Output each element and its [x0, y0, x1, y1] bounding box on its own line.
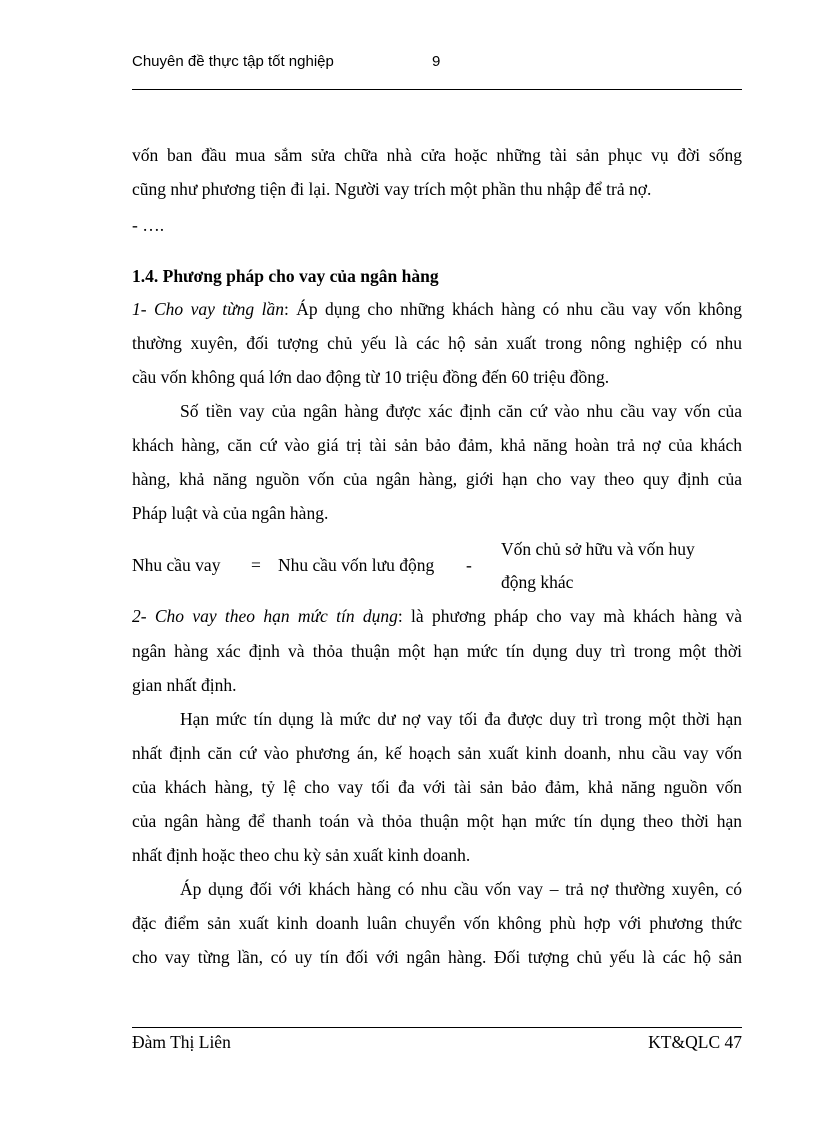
body-line: cho vay từng lần, có uy tín đối với ngân hàng. Đối tượng chủ yếu là các hộ sản: [132, 947, 742, 967]
body-line: đặc điểm sản xuất kinh doanh luân chuyển vốn không phù hợp với phương thức: [132, 913, 742, 933]
formula-term-1: Nhu cầu vốn lưu động: [278, 555, 435, 575]
method-2-label: 2- Cho vay theo hạn mức tín dụng: [132, 606, 398, 626]
body-line: ngân hàng xác định và thỏa thuận một hạn mức tín dụng duy trì trong một thời: [132, 641, 742, 661]
footer-author: Đàm Thị Liên: [132, 1032, 231, 1052]
method-1-label: 1- Cho vay từng lần: [132, 299, 284, 319]
body-line: nhất định căn cứ vào phương án, kế hoạch sản xuất kinh doanh, nhu cầu vay vốn: [132, 743, 742, 763]
footer-rule: [132, 1027, 742, 1028]
body-line: của khách hàng, tỷ lệ cho vay tối đa với tài sản bảo đảm, khả năng nguồn vốn: [132, 777, 742, 797]
body-line: cầu vốn không quá lớn dao động từ 10 triệu đồng đến 60 triệu đồng.: [132, 367, 610, 387]
body-line: vốn ban đầu mua sắm sửa chữa nhà cửa hoặc những tài sản phục vụ đời sống: [132, 145, 742, 165]
header-title: Chuyên đề thực tập tốt nghiệp: [132, 53, 334, 70]
formula-lhs: Nhu cầu vay: [132, 555, 221, 575]
formula-equals: =: [251, 555, 261, 575]
body-line: của ngân hàng để thanh toán và thỏa thuận một hạn mức tín dụng theo thời hạn: [132, 811, 742, 831]
section-heading: 1.4. Phương pháp cho vay của ngân hàng: [132, 266, 439, 286]
body-line: cũng như phương tiện đi lại. Người vay trích một phần thu nhập để trả nợ.: [132, 179, 652, 199]
page-header: [132, 50, 742, 74]
body-line: thường xuyên, đối tượng chủ yếu là các hộ sản xuất trong nông nghiệp có nhu: [132, 333, 742, 353]
formula-term-2-line-1: Vốn chủ sở hữu và vốn huy: [501, 539, 695, 559]
formula-term-2-line-2: động khác: [501, 572, 574, 592]
method-1-text: : Áp dụng cho những khách hàng có nhu cầu vay vốn không: [283, 299, 742, 319]
body-line: Pháp luật và của ngân hàng.: [132, 503, 329, 523]
method-1-line: [132, 297, 742, 321]
method-2-text: : là phương pháp cho vay mà khách hàng và: [397, 606, 742, 626]
body-line: nhất định hoặc theo chu kỳ sản xuất kinh doanh.: [132, 845, 471, 865]
body-line: Số tiền vay của ngân hàng được xác định căn cứ vào nhu cầu vay vốn của: [180, 401, 742, 421]
list-dash: - ….: [132, 215, 165, 235]
method-2-line: [132, 604, 742, 628]
body-line: hàng, khả năng nguồn vốn của ngân hàng, giới hạn cho vay theo quy định của: [132, 469, 742, 489]
loan-formula: [132, 537, 742, 597]
body-line: Áp dụng đối với khách hàng có nhu cầu vốn vay – trả nợ thường xuyên, có: [180, 879, 742, 899]
body-line: Hạn mức tín dụng là mức dư nợ vay tối đa được duy trì trong một thời hạn: [180, 709, 742, 729]
formula-minus: -: [466, 555, 472, 575]
page-number: 9: [432, 53, 441, 70]
body-line: khách hàng, căn cứ vào giá trị tài sản bảo đảm, khả năng hoàn trả nợ của khách: [132, 435, 742, 455]
header-rule: [132, 89, 742, 90]
body-line: gian nhất định.: [132, 675, 237, 695]
footer-course: KT&QLC 47: [648, 1032, 742, 1052]
